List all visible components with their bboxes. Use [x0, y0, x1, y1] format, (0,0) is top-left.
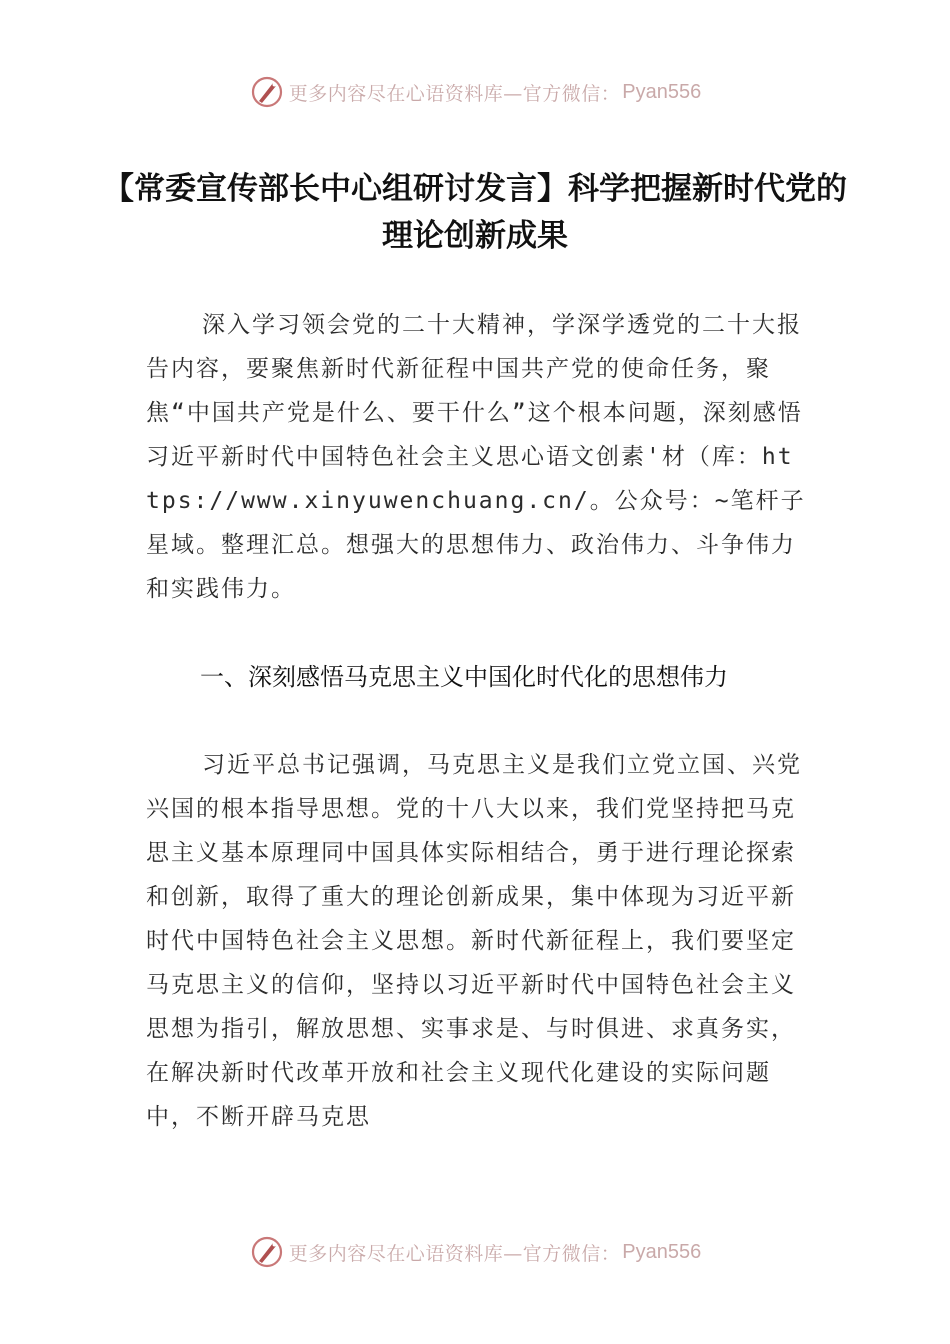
- paragraph-intro: 深入学习领会党的二十大精神，学深学透党的二十大报告内容，要聚焦新时代新征程中国共产党的使命任务，聚焦“中国共产党是什么、要干什么”这个根本问题，深刻感悟习近平新时代中国特色社会主义思心语文创素'材（库：https://www.xinyuwenchuang.cn/。公众号：~笔杆子星域。整理汇总。想强大的思想伟力、政治伟力、斗争伟力和实践伟力。: [146, 312, 806, 602]
- banner-slogan: 更多内容尽在心语资料库—官方微信：: [288, 1242, 621, 1265]
- paragraph-body: 习近平总书记强调，马克思主义是我们立党立国、兴党兴国的根本指导思想。党的十八大以来，我们党坚持把马克思主义基本原理同中国具体实际相结合，勇于进行理论探索和创新，取得了重大的理论创新成果，集中体现为习近平新时代中国特色社会主义思想。新时代新征程上，我们要坚定马克思主义的信仰，坚持以习近平新时代中国特色社会主义思想为指引，解放思想、实事求是、与时俱进、求真务实，在解决新时代改革开放和社会主义现代化建设的实际问题中，不断开辟马克思: [146, 752, 802, 1130]
- banner-slogan: 更多内容尽在心语资料库—官方微信：: [288, 82, 621, 105]
- pen-nib-logo-icon: [249, 1234, 285, 1270]
- header-watermark-banner: [0, 72, 950, 112]
- banner-wechat-id: Pyan556: [622, 80, 702, 103]
- pen-nib-logo-icon: [249, 74, 285, 110]
- document-title: 【常委宣传部长中心组研讨发言】科学把握新时代党的理论创新成果: [103, 171, 847, 254]
- section-heading: 一、深刻感悟马克思主义中国化时代化的思想伟力: [200, 663, 728, 691]
- banner-wechat-id: Pyan556: [622, 1240, 702, 1263]
- footer-watermark-banner: [0, 1232, 950, 1272]
